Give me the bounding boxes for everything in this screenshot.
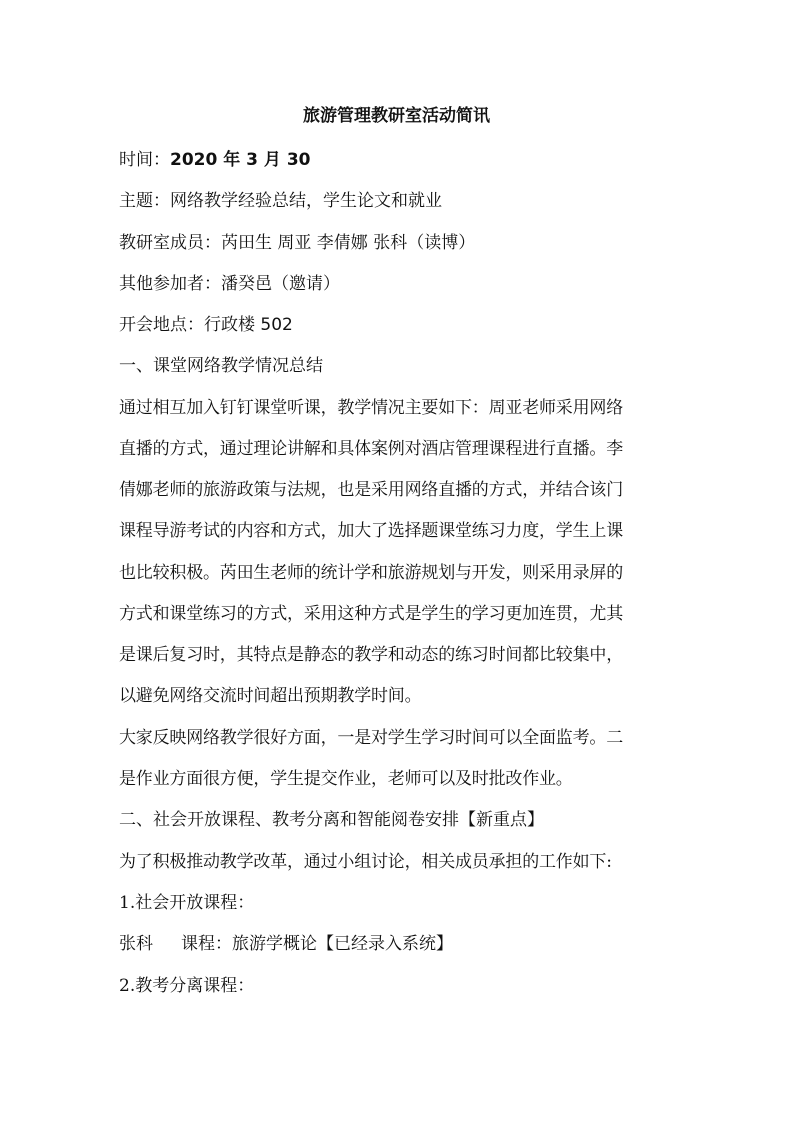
item1-heading: 1.社会开放课程： (119, 893, 255, 913)
para1-line: 直播的方式，通过理论讲解和具体案例对酒店管理课程进行直播。李 (119, 439, 623, 459)
para1-line: 也比较积极。芮田生老师的统计学和旅游规划与开发，则采用录屏的 (119, 563, 623, 583)
venue-room: 502 (260, 315, 293, 335)
para1-line: 通过相互加入钉钉课堂听课，教学情况主要如下：周亚老师采用网络 (119, 398, 623, 418)
venue-label: 开会地点：行政楼 (119, 315, 261, 335)
other-participants: 其他参加者：潘癸邑（邀请） (119, 274, 340, 294)
para1-line: 是课后复习时，其特点是静态的教学和动态的练习时间都比较集中， (119, 645, 623, 665)
meeting-venue (119, 312, 293, 338)
time-value: 2020 年 3 月 30 (170, 150, 311, 170)
para2-line: 是作业方面很方便，学生提交作业，老师可以及时批改作业。 (119, 769, 573, 789)
item2-heading: 2.教考分离课程： (119, 976, 255, 996)
time-label: 时间： (119, 150, 170, 170)
para1-line: 课程导游考试的内容和方式，加大了选择题课堂练习力度，学生上课 (119, 521, 623, 541)
document-title: 旅游管理教研室活动简讯 (303, 106, 490, 126)
section2-heading: 二、社会开放课程、教考分离和智能阅卷安排【新重点】 (119, 810, 544, 830)
meeting-time (119, 147, 310, 173)
para3: 为了积极推动教学改革，通过小组讨论，相关成员承担的工作如下: (119, 852, 612, 872)
para1-line: 以避免网络交流时间超出预期教学时间。 (119, 686, 422, 706)
meeting-members: 教研室成员：芮田生 周亚 李倩娜 张科（读博） (119, 233, 476, 253)
para1-line: 倩娜老师的旅游政策与法规，也是采用网络直播的方式，并结合该门 (119, 480, 623, 500)
meeting-topic: 主题：网络教学经验总结，学生论文和就业 (119, 191, 442, 211)
section1-heading: 一、课堂网络教学情况总结 (119, 356, 323, 376)
item1-entry (119, 931, 453, 957)
item1-course: 课程：旅游学概论【已经录入系统】 (181, 934, 453, 954)
para2-line: 大家反映网络教学很好方面，一是对学生学习时间可以全面监考。二 (119, 728, 623, 748)
item1-person: 张科 (119, 934, 153, 954)
para1-line: 方式和课堂练习的方式，采用这种方式是学生的学习更加连贯，尤其 (119, 604, 623, 624)
